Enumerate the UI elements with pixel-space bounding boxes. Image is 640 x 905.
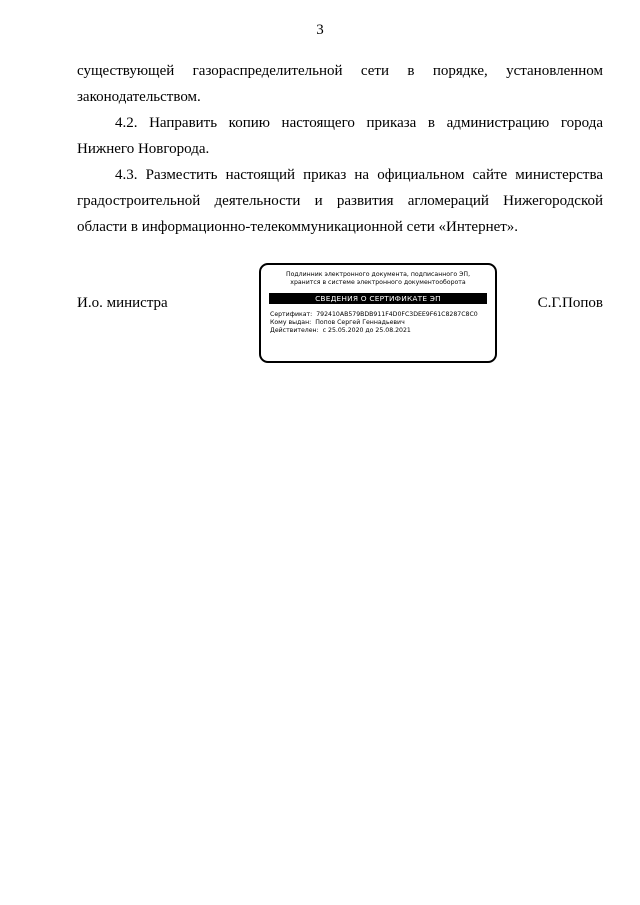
issued-to-row bbox=[270, 319, 486, 327]
issued-to-value: Попов Сергей Геннадьевич bbox=[315, 319, 405, 326]
stamp-banner: СВЕДЕНИЯ О СЕРТИФИКАТЕ ЭП bbox=[269, 293, 487, 304]
stamp-header-line-1: Подлинник электронного документа, подписанного ЭП, bbox=[285, 271, 471, 278]
paragraph-continuation: существующей газораспределительной сети в порядке, установленном законодательством. bbox=[77, 63, 603, 105]
page-number: 3 bbox=[316, 22, 324, 38]
issued-to-label: Кому выдан: bbox=[270, 319, 312, 326]
signatory-name: С.Г.Попов bbox=[537, 295, 603, 311]
certificate-value: 792410AB579BDB911F4D0FC3DEE9F61C8287C8C0 bbox=[316, 311, 478, 318]
paragraph-4-2: 4.2. Направить копию настоящего приказа в администрацию города Нижнего Новгорода. bbox=[77, 115, 603, 157]
certificate-label: Сертификат: bbox=[270, 311, 313, 318]
paragraph-4-3: 4.3. Разместить настоящий приказ на официальном сайте министерства градостроительной деятельности и развития агломераций Нижегородской области в информационно-телекоммуникационной сети «Интернет». bbox=[77, 167, 603, 235]
stamp-header bbox=[261, 271, 495, 287]
validity-label: Действителен: bbox=[270, 327, 319, 334]
stamp-header-line-2: хранится в системе электронного документооборота bbox=[290, 279, 466, 286]
signatory-title: И.о. министра bbox=[77, 295, 168, 311]
certificate-row bbox=[270, 311, 486, 319]
electronic-signature-stamp bbox=[259, 263, 497, 363]
validity-row bbox=[270, 327, 486, 335]
validity-value: с 25.05.2020 до 25.08.2021 bbox=[322, 327, 411, 334]
document-body bbox=[77, 58, 603, 240]
stamp-details bbox=[270, 311, 486, 335]
